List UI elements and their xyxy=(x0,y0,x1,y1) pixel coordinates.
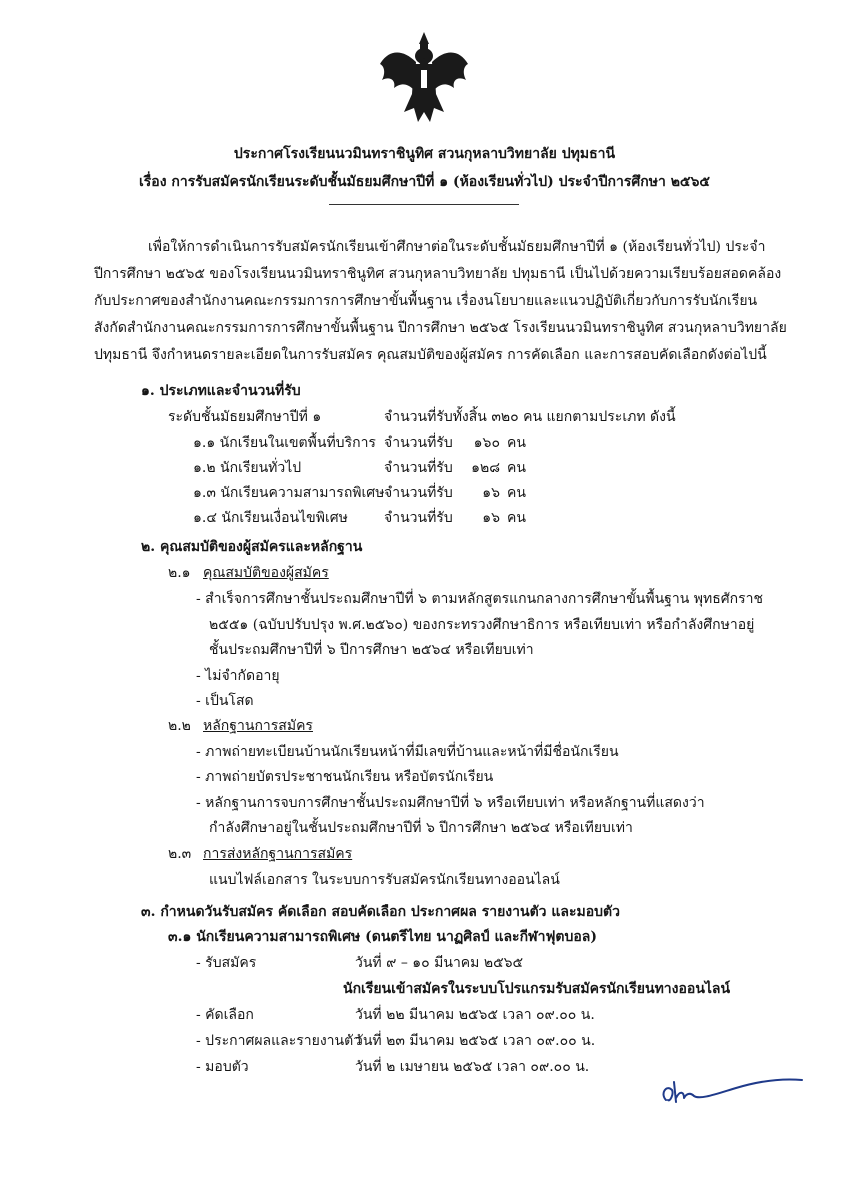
schedule-date: วันที่ ๒๒ มีนาคม ๒๕๖๕ เวลา ๐๙.๐๐ น. xyxy=(355,1007,595,1023)
section-1-heading: ๑. ประเภทและจำนวนที่รับ xyxy=(141,383,301,399)
level-label: ระดับชั้นมัธยมศึกษาปีที่ ๑ xyxy=(168,409,322,425)
quota-row-count: ๑๒๘ xyxy=(471,460,500,476)
quota-row-count: ๑๖๐ xyxy=(473,435,500,451)
qualification-line-3: ชั้นประถมศึกษาปีที่ ๖ ปีการศึกษา ๒๕๖๔ หรือเทียบเท่า xyxy=(209,642,534,658)
quota-row-unit: คน xyxy=(507,460,526,476)
title-divider xyxy=(329,204,519,205)
total-quota: จำนวนที่รับทั้งสิ้น ๓๒๐ คน แยกตามประเภท ดังนี้ xyxy=(384,409,676,425)
section-3-heading: ๓. กำหนดวันรับสมัคร คัดเลือก สอบคัดเลือก ประกาศผล รายงานตัว และมอบตัว xyxy=(141,904,621,920)
subsection-2-3-title: การส่งหลักฐานการสมัคร xyxy=(203,846,353,862)
quota-row-label: ๑.๑ นักเรียนในเขตพื้นที่บริการ xyxy=(193,435,376,451)
subsection-2-3-number: ๒.๓ xyxy=(168,846,192,862)
intro-line-3: กับประกาศของสำนักงานคณะกรรมการการศึกษาขั้นพื้นฐาน เรื่องนโยบายและแนวปฏิบัติเกี่ยวกับการรับนักเรียน xyxy=(94,293,758,309)
quota-row-label: ๑.๒ นักเรียนทั่วไป xyxy=(193,460,302,476)
subsection-2-1-title: คุณสมบัติของผู้สมัคร xyxy=(203,565,329,581)
document-id-card: - ภาพถ่ายบัตรประชาชนนักเรียน หรือบัตรนักเรียน xyxy=(196,769,494,785)
quota-row-count-label: จำนวนที่รับ xyxy=(384,435,453,451)
subsection-2-1-number: ๒.๑ xyxy=(168,565,191,581)
online-application-note: นักเรียนเข้าสมัครในระบบโปรแกรมรับสมัครนักเรียนทางออนไลน์ xyxy=(343,981,731,997)
subsection-2-2-number: ๒.๒ xyxy=(168,718,191,734)
qualification-single: - เป็นโสด xyxy=(196,693,254,709)
quota-row-unit: คน xyxy=(507,435,526,451)
quota-row-label: ๑.๓ นักเรียนความสามารถพิเศษ xyxy=(193,485,385,501)
subsection-2-2-title: หลักฐานการสมัคร xyxy=(203,718,313,734)
subsection-3-1-title: ๓.๑ นักเรียนความสามารถพิเศษ (ดนตรีไทย นาฏศิลป์ และกีฬาฟุตบอล) xyxy=(168,929,597,945)
quota-row-count-label: จำนวนที่รับ xyxy=(384,485,453,501)
quota-row-unit: คน xyxy=(507,485,526,501)
qualification-line-1: - สำเร็จการศึกษาชั้นประถมศึกษาปีที่ ๖ ตามหลักสูตรแกนกลางการศึกษาขั้นพื้นฐาน พุทธศักราช xyxy=(196,591,764,607)
schedule-date: วันที่ ๙ – ๑๐ มีนาคม ๒๕๖๕ xyxy=(355,955,524,971)
qualification-age: - ไม่จำกัดอายุ xyxy=(196,668,280,684)
schedule-date: วันที่ ๒๓ มีนาคม ๒๕๖๕ เวลา ๐๙.๐๐ น. xyxy=(355,1033,596,1049)
schedule-label: - มอบตัว xyxy=(196,1059,249,1075)
document-house-registration: - ภาพถ่ายทะเบียนบ้านนักเรียนหน้าที่มีเลขที่บ้านและหน้าที่มีชื่อนักเรียน xyxy=(196,744,619,760)
document-graduation-line-2: กำลังศึกษาอยู่ในชั้นประถมศึกษาปีที่ ๖ ปีการศึกษา ๒๕๖๔ หรือเทียบเท่า xyxy=(209,820,633,836)
section-2-heading: ๒. คุณสมบัติของผู้สมัครและหลักฐาน xyxy=(141,539,363,555)
quota-row-unit: คน xyxy=(507,510,526,526)
quota-row-count: ๑๖ xyxy=(482,485,500,501)
schedule-label: - ประกาศผลและรายงานตัว xyxy=(196,1033,362,1049)
submission-method: แนบไฟล์เอกสาร ในระบบการรับสมัครนักเรียนทางออนไลน์ xyxy=(209,872,560,888)
quota-row-label: ๑.๔ นักเรียนเงื่อนไขพิเศษ xyxy=(193,510,348,526)
quota-row-count-label: จำนวนที่รับ xyxy=(384,510,453,526)
document-graduation-line-1: - หลักฐานการจบการศึกษาชั้นประถมศึกษาปีที่ ๖ หรือเทียบเท่า หรือหลักฐานที่แสดงว่า xyxy=(196,795,705,811)
intro-line-4: สังกัดสำนักงานคณะกรรมการการศึกษาขั้นพื้นฐาน ปีการศึกษา ๒๕๖๕ โรงเรียนนวมินทราชินูทิศ สวนกุหลาบวิทยาลัย xyxy=(94,320,787,336)
quota-row-count: ๑๖ xyxy=(482,510,500,526)
intro-line-5: ปทุมธานี จึงกำหนดรายละเอียดในการรับสมัคร คุณสมบัติของผู้สมัคร การคัดเลือก และการสอบคัดเลือกดังต่อไปนี้ xyxy=(94,347,767,363)
garuda-emblem-icon xyxy=(374,30,474,126)
schedule-label: - รับสมัคร xyxy=(196,955,257,971)
qualification-line-2: ๒๕๕๑ (ฉบับปรับปรุง พ.ศ.๒๕๖๐) ของกระทรวงศึกษาธิการ หรือเทียบเท่า หรือกำลังศึกษาอยู่ xyxy=(209,617,755,633)
announcement-subject: เรื่อง การรับสมัครนักเรียนระดับชั้นมัธยมศึกษาปีที่ ๑ (ห้องเรียนทั่วไป) ประจำปีการศึกษา ๒๕๖๕ xyxy=(138,174,711,190)
handwritten-signature xyxy=(656,1072,808,1112)
schedule-date: วันที่ ๒ เมษายน ๒๕๖๕ เวลา ๐๙.๐๐ น. xyxy=(355,1059,590,1075)
schedule-label: - คัดเลือก xyxy=(196,1007,254,1023)
announcement-title: ประกาศโรงเรียนนวมินทราชินูทิศ สวนกุหลาบวิทยาลัย ปทุมธานี xyxy=(233,146,616,162)
quota-row-count-label: จำนวนที่รับ xyxy=(384,460,453,476)
intro-line-2: ปีการศึกษา ๒๕๖๕ ของโรงเรียนนวมินทราชินูทิศ สวนกุหลาบวิทยาลัย ปทุมธานี เป็นไปด้วยความเรียบร้อยสอดคล้อง xyxy=(94,266,782,282)
intro-line-1: เพื่อให้การดำเนินการรับสมัครนักเรียนเข้าศึกษาต่อในระดับชั้นมัธยมศึกษาปีที่ ๑ (ห้องเรียนทั่วไป) ประจำ xyxy=(148,239,766,255)
